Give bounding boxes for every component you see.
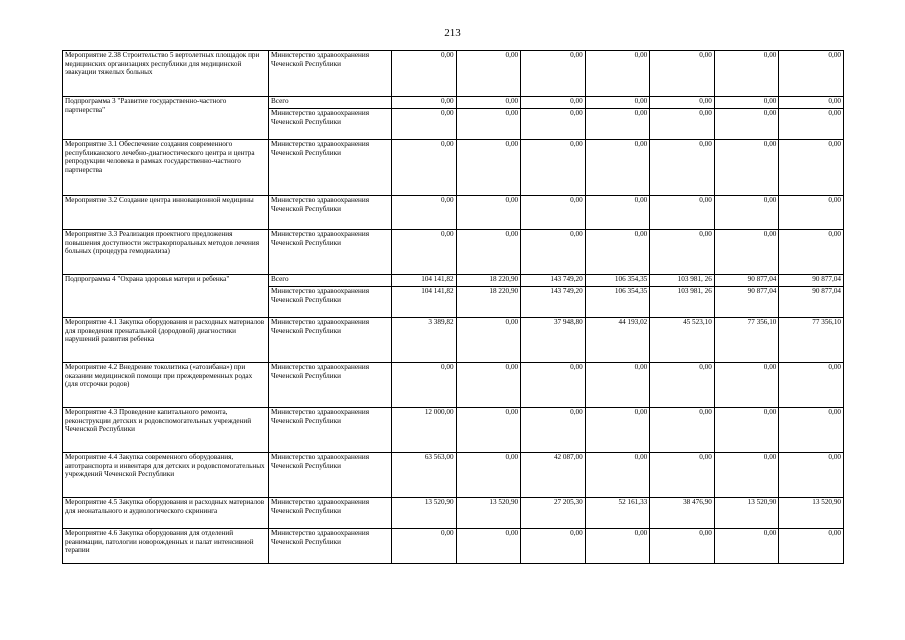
amount-cell: 0,00 [392, 363, 457, 408]
table-row [63, 275, 844, 287]
amount-cell: 18 220,90 [456, 287, 521, 318]
amount-cell: 0,00 [456, 140, 521, 196]
amount-cell: 0,00 [714, 51, 779, 97]
amount-cell: 13 520,90 [714, 498, 779, 529]
amount-cell: 90 877,04 [779, 275, 844, 287]
amount-cell: 77 356,10 [714, 318, 779, 363]
amount-cell: 90 877,04 [714, 287, 779, 318]
amount-cell: 90 877,04 [714, 275, 779, 287]
amount-cell: 0,00 [521, 408, 586, 453]
amount-cell: 0,00 [456, 318, 521, 363]
amount-cell: 77 356,10 [779, 318, 844, 363]
amount-cell: 0,00 [521, 529, 586, 564]
activity-name-cell: Мероприятие 4.2 Внедрение токолитика («атозибана») при оказании медицинской помощи при преждевременных родах (для отсрочки родов) [63, 363, 269, 408]
amount-cell: 0,00 [392, 529, 457, 564]
executor-cell: Министерство здравоохранения Чеченской Республики [269, 51, 392, 97]
amount-cell: 0,00 [585, 529, 650, 564]
executor-cell: Министерство здравоохранения Чеченской Республики [269, 408, 392, 453]
amount-cell: 0,00 [650, 97, 715, 109]
activity-name-cell: Мероприятие 4.6 Закупка оборудования для отделений реанимации, патологии новорожденных и палат интенсивной терапии [63, 529, 269, 564]
executor-cell: Министерство здравоохранения Чеченской Республики [269, 196, 392, 230]
amount-cell: 0,00 [392, 140, 457, 196]
executor-cell: Министерство здравоохранения Чеченской Республики [269, 109, 392, 140]
amount-cell: 0,00 [779, 453, 844, 498]
executor-cell: Министерство здравоохранения Чеченской Республики [269, 529, 392, 564]
amount-cell: 0,00 [714, 230, 779, 275]
table-row [63, 529, 844, 564]
amount-cell: 13 520,90 [779, 498, 844, 529]
amount-cell: 0,00 [650, 453, 715, 498]
amount-cell: 0,00 [779, 529, 844, 564]
amount-cell: 0,00 [714, 363, 779, 408]
amount-cell: 0,00 [392, 97, 457, 109]
amount-cell: 0,00 [779, 97, 844, 109]
amount-cell: 18 220,90 [456, 275, 521, 287]
amount-cell: 0,00 [714, 408, 779, 453]
amount-cell: 0,00 [392, 51, 457, 97]
activity-name-cell: Мероприятие 3.1 Обеспечение создания современного республиканского лечебно-диагностического центра и центра репродукции человека в рамках государственно-частного партнерства [63, 140, 269, 196]
table-row [63, 408, 844, 453]
amount-cell: 13 520,90 [392, 498, 457, 529]
activity-name-cell: Подпрограмма 4 "Охрана здоровья матери и ребенка" [63, 275, 269, 318]
amount-cell: 103 981, 26 [650, 287, 715, 318]
executor-cell: Министерство здравоохранения Чеченской Республики [269, 453, 392, 498]
amount-cell: 52 161,33 [585, 498, 650, 529]
budget-table-body [63, 51, 844, 564]
amount-cell: 0,00 [779, 408, 844, 453]
table-row [63, 140, 844, 196]
amount-cell: 0,00 [585, 140, 650, 196]
amount-cell: 0,00 [714, 529, 779, 564]
amount-cell: 0,00 [456, 51, 521, 97]
amount-cell: 0,00 [392, 230, 457, 275]
amount-cell: 0,00 [585, 97, 650, 109]
amount-cell: 42 087,00 [521, 453, 586, 498]
table-row [63, 318, 844, 363]
amount-cell: 0,00 [521, 51, 586, 97]
activity-name-cell: Мероприятие 4.1 Закупка оборудования и расходных материалов для проведения пренатальной (дородовой) диагностики нарушений развития ребенка [63, 318, 269, 363]
amount-cell: 0,00 [585, 196, 650, 230]
amount-cell: 0,00 [585, 408, 650, 453]
amount-cell: 0,00 [456, 109, 521, 140]
amount-cell: 44 193,02 [585, 318, 650, 363]
amount-cell: 0,00 [650, 408, 715, 453]
amount-cell: 0,00 [779, 51, 844, 97]
amount-cell: 0,00 [521, 230, 586, 275]
executor-cell: Всего [269, 97, 392, 109]
amount-cell: 0,00 [650, 196, 715, 230]
amount-cell: 3 389,82 [392, 318, 457, 363]
amount-cell: 0,00 [521, 109, 586, 140]
amount-cell: 0,00 [779, 230, 844, 275]
amount-cell: 90 877,04 [779, 287, 844, 318]
amount-cell: 0,00 [650, 363, 715, 408]
amount-cell: 0,00 [521, 140, 586, 196]
amount-cell: 104 141,82 [392, 287, 457, 318]
amount-cell: 0,00 [456, 529, 521, 564]
executor-cell: Министерство здравоохранения Чеченской Республики [269, 140, 392, 196]
amount-cell: 106 354,35 [585, 275, 650, 287]
table-row [63, 51, 844, 97]
amount-cell: 0,00 [650, 230, 715, 275]
amount-cell: 0,00 [456, 230, 521, 275]
amount-cell: 0,00 [650, 529, 715, 564]
amount-cell: 0,00 [456, 196, 521, 230]
amount-cell: 0,00 [650, 140, 715, 196]
table-row [63, 363, 844, 408]
table-row [63, 196, 844, 230]
amount-cell: 0,00 [585, 363, 650, 408]
amount-cell: 0,00 [521, 97, 586, 109]
amount-cell: 0,00 [456, 363, 521, 408]
amount-cell: 27 205,30 [521, 498, 586, 529]
activity-name-cell: Мероприятие 3.3 Реализация проектного предложения повышения доступности экстракорпоральных методов лечения больных (процедура гемодиализа) [63, 230, 269, 275]
activity-name-cell: Мероприятие 4.3 Проведение капитального ремонта, реконструкции детских и родовспомогательных учреждений Чеченской Республики [63, 408, 269, 453]
amount-cell: 0,00 [779, 109, 844, 140]
amount-cell: 0,00 [392, 196, 457, 230]
amount-cell: 0,00 [714, 109, 779, 140]
amount-cell: 0,00 [714, 196, 779, 230]
activity-name-cell: Подпрограмма 3 "Развитие государственно-частного партнерства" [63, 97, 269, 140]
amount-cell: 0,00 [585, 51, 650, 97]
amount-cell: 0,00 [585, 230, 650, 275]
amount-cell: 0,00 [650, 51, 715, 97]
amount-cell: 63 563,00 [392, 453, 457, 498]
budget-table [62, 50, 844, 564]
amount-cell: 0,00 [779, 140, 844, 196]
amount-cell: 104 141,82 [392, 275, 457, 287]
amount-cell: 0,00 [521, 196, 586, 230]
amount-cell: 106 354,35 [585, 287, 650, 318]
amount-cell: 0,00 [714, 453, 779, 498]
executor-cell: Министерство здравоохранения Чеченской Республики [269, 363, 392, 408]
executor-cell: Министерство здравоохранения Чеченской Республики [269, 318, 392, 363]
amount-cell: 0,00 [779, 196, 844, 230]
table-row [63, 97, 844, 109]
amount-cell: 0,00 [650, 109, 715, 140]
executor-cell: Министерство здравоохранения Чеченской Республики [269, 230, 392, 275]
amount-cell: 143 749,20 [521, 287, 586, 318]
table-row [63, 453, 844, 498]
amount-cell: 0,00 [585, 453, 650, 498]
page-number: 213 [444, 27, 461, 39]
executor-cell: Министерство здравоохранения Чеченской Республики [269, 498, 392, 529]
amount-cell: 0,00 [779, 363, 844, 408]
amount-cell: 0,00 [456, 408, 521, 453]
amount-cell: 0,00 [456, 97, 521, 109]
amount-cell: 45 523,10 [650, 318, 715, 363]
amount-cell: 37 948,80 [521, 318, 586, 363]
amount-cell: 0,00 [392, 109, 457, 140]
amount-cell: 0,00 [714, 97, 779, 109]
amount-cell: 0,00 [521, 363, 586, 408]
table-row [63, 230, 844, 275]
activity-name-cell: Мероприятие 4.5 Закупка оборудования и расходных материалов для неонатального и аудиологического скрининга [63, 498, 269, 529]
amount-cell: 0,00 [714, 140, 779, 196]
amount-cell: 13 520,90 [456, 498, 521, 529]
table-row [63, 498, 844, 529]
executor-cell: Всего [269, 275, 392, 287]
executor-cell: Министерство здравоохранения Чеченской Республики [269, 287, 392, 318]
amount-cell: 0,00 [585, 109, 650, 140]
amount-cell: 103 981, 26 [650, 275, 715, 287]
activity-name-cell: Мероприятие 2.38 Строительство 5 вертолетных площадок при медицинских организациях республики для медицинской эвакуации тяжелых больных [63, 51, 269, 97]
amount-cell: 0,00 [456, 453, 521, 498]
activity-name-cell: Мероприятие 3.2 Создание центра инновационной медицины [63, 196, 269, 230]
activity-name-cell: Мероприятие 4.4 Закупка современного оборудования, автотранспорта и инвентаря для детских и родовспомогательных учреждений Чеченской Республики [63, 453, 269, 498]
amount-cell: 38 476,90 [650, 498, 715, 529]
amount-cell: 12 000,00 [392, 408, 457, 453]
amount-cell: 143 749,20 [521, 275, 586, 287]
